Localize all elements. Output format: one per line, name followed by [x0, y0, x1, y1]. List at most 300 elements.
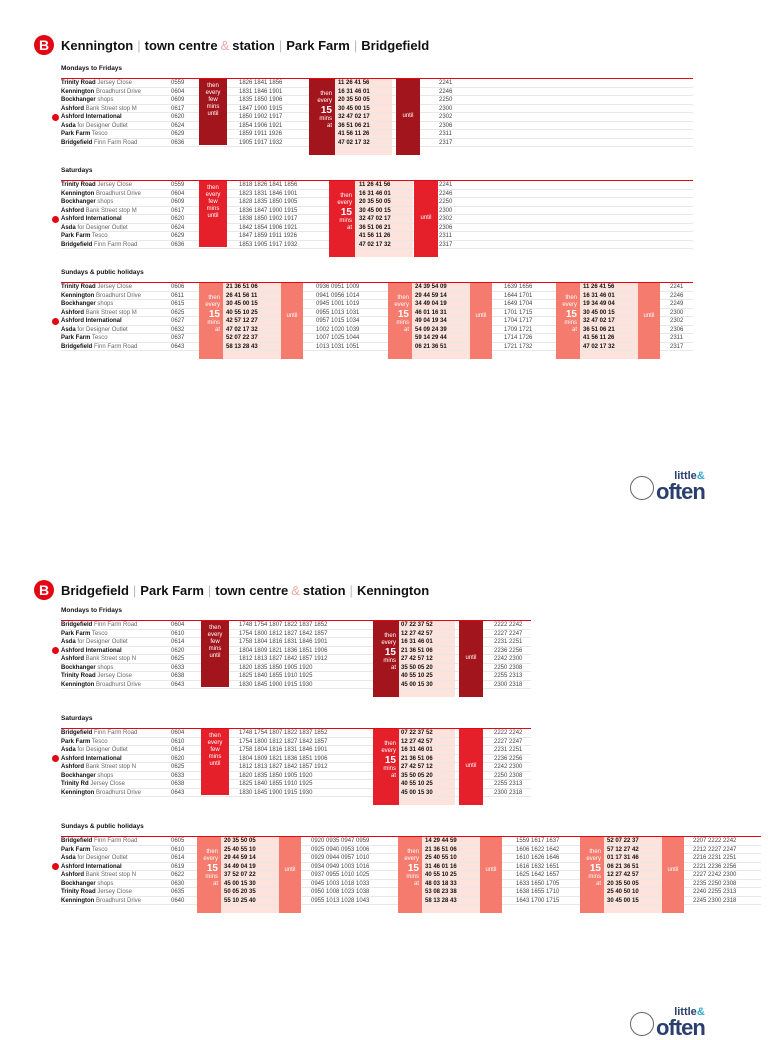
table-row	[61, 190, 693, 199]
day-label: Sundays & public holidays	[61, 823, 144, 830]
frequency-band	[199, 79, 227, 145]
stop-detail: for Designer Outlet	[77, 639, 128, 645]
stop-detail: Finn Farm Road	[94, 838, 138, 844]
minutes-cell: 36 51 06 21	[359, 224, 391, 231]
band-text: 15	[565, 309, 577, 320]
stop-name	[61, 105, 137, 113]
title-separator: |	[278, 37, 283, 53]
time-cell: 1013 1031 1051	[316, 343, 360, 350]
time-cell: 2300	[439, 207, 453, 214]
time-cell: 2231 2251	[494, 747, 523, 753]
time-cell: 1850 1902 1917	[239, 114, 283, 120]
stop-name	[61, 190, 141, 198]
title-segment: station	[302, 582, 346, 598]
time-cell: 2241	[439, 182, 453, 188]
stop-detail: Finn Farm Road	[94, 343, 138, 350]
stop-main: Park Farm	[61, 335, 91, 341]
minutes-cell: 32 47 02 17	[359, 216, 391, 222]
minutes-cell: 20 35 50 05	[359, 199, 391, 205]
minutes-cell: 47 02 17 32	[359, 241, 391, 248]
table-row	[61, 88, 693, 97]
stop-name	[61, 647, 122, 655]
band-text: then	[207, 83, 219, 89]
title-segment: Bridgefield	[61, 582, 129, 598]
time-cell: 0633	[171, 772, 185, 779]
time-cell: 0604	[171, 88, 185, 95]
time-cell: 2317	[439, 139, 453, 146]
time-cell: 1818 1826 1841 1856	[239, 182, 298, 188]
stop-name	[61, 888, 132, 896]
table-row	[61, 317, 693, 326]
time-cell: 2250 2308	[494, 664, 523, 671]
timetable	[61, 728, 531, 797]
stop-detail: Broadhurst Drive	[96, 789, 142, 796]
stop-main: Kennington	[61, 88, 95, 95]
stop-main: Kennington	[61, 681, 95, 688]
time-cell: 1831 1846 1901	[239, 88, 283, 95]
band-text: then	[384, 741, 396, 747]
minutes-cell: 55 10 25 40	[224, 897, 256, 904]
time-cell: 2311	[439, 131, 452, 137]
frequency-band	[279, 837, 301, 913]
time-cell: 1820 1835 1850 1905 1920	[239, 664, 313, 671]
time-cell: 0610	[171, 846, 185, 853]
time-cell: 0559	[171, 80, 185, 86]
band-text: 15	[384, 755, 396, 766]
minutes-cell: 07 22 37 52	[401, 622, 433, 628]
time-cell: 0950 1008 1023 1038	[311, 889, 370, 895]
minutes-cell: 29 44 59 14	[224, 855, 256, 861]
band-text: every	[317, 98, 332, 104]
band-text: every	[404, 856, 419, 862]
time-cell: 2236 2256	[494, 647, 523, 654]
minutes-cell: 07 22 37 52	[401, 730, 433, 736]
timetable	[61, 78, 693, 147]
stop-main: Asda	[61, 747, 76, 753]
frequency-band	[556, 283, 580, 359]
band-text: at	[413, 881, 419, 887]
time-cell: 2306	[670, 326, 684, 333]
time-cell: 1704 1717	[504, 318, 533, 324]
stop-detail: Finn Farm Road	[94, 139, 138, 146]
time-cell: 0955 1013 1028 1043	[311, 897, 370, 904]
stop-detail: shops	[97, 301, 114, 307]
route-title	[61, 583, 429, 598]
time-cell: 0617	[171, 105, 185, 112]
band-text: at	[390, 665, 396, 671]
band-text: every	[562, 302, 577, 308]
time-cell: 0936 0951 1009	[316, 284, 360, 290]
time-cell: 1853 1905 1917 1932	[239, 241, 298, 248]
time-cell: 0629	[171, 233, 185, 239]
time-cell: 1836 1847 1900 1915	[239, 207, 298, 214]
band-text: until	[284, 867, 296, 873]
table-row	[61, 105, 693, 114]
time-cell: 0604	[171, 622, 185, 628]
rail-station-icon	[52, 647, 59, 654]
stop-main: Asda	[61, 224, 76, 231]
frequency-band	[459, 729, 483, 805]
stop-detail: Tesco	[91, 738, 108, 745]
time-cell: 0920 0935 0947 0959	[311, 838, 370, 844]
band-text: every	[586, 856, 601, 862]
stop-name	[61, 309, 137, 317]
time-cell: 2246	[439, 190, 453, 197]
stop-name	[61, 326, 128, 334]
logo-amp: &	[696, 1006, 705, 1018]
stop-detail: for Designer Outlet	[77, 326, 128, 333]
time-cell: 1644 1701	[504, 292, 533, 299]
band-text: until	[485, 867, 497, 873]
time-cell: 0606	[171, 284, 185, 290]
stop-name	[61, 79, 132, 87]
time-cell: 1905 1917 1932	[239, 139, 283, 146]
stop-name	[61, 655, 136, 663]
stop-name	[61, 334, 108, 342]
frequency-band	[373, 621, 399, 697]
title-segment: Park Farm	[140, 582, 204, 598]
stop-name	[61, 96, 113, 104]
time-cell: 2221 2236 2256	[693, 863, 737, 870]
minutes-cell: 37 52 07 22	[224, 872, 256, 878]
timetable	[61, 836, 761, 905]
time-cell: 1820 1835 1850 1905 1920	[239, 772, 313, 779]
stop-detail: Bank Street stop M	[85, 207, 137, 214]
band-text: 15	[384, 647, 396, 658]
table-row	[61, 79, 693, 88]
stop-name	[61, 181, 132, 189]
stop-detail: Jersey Close	[90, 781, 126, 787]
stop-name	[61, 871, 136, 879]
band-text: mins	[206, 206, 220, 212]
minutes-cell: 58 13 28 43	[226, 343, 258, 350]
minutes-cell: 34 49 04 19	[224, 863, 256, 870]
minutes-cell: 40 55 10 25	[401, 673, 433, 679]
band-text: mins	[383, 658, 396, 664]
title-segment: town centre	[215, 582, 289, 598]
band-text: until	[286, 313, 298, 319]
time-cell: 0925 0940 0953 1006	[311, 846, 370, 853]
stop-main: Bridgefield	[61, 838, 93, 844]
stop-name	[61, 846, 108, 854]
time-cell: 2222 2242	[494, 730, 523, 736]
frequency-band	[459, 621, 483, 697]
stop-name	[61, 763, 136, 771]
band-text: every	[207, 632, 223, 638]
rail-station-icon	[52, 318, 59, 325]
time-cell: 0622	[171, 872, 185, 878]
day-label: Saturdays	[61, 715, 93, 722]
minutes-cell: 20 35 50 05	[224, 838, 256, 844]
stop-main: Bridgefield	[61, 343, 93, 350]
little-and-often-logo	[656, 470, 705, 502]
band-text: few	[210, 639, 220, 645]
time-cell: 1649 1704	[504, 301, 533, 307]
stop-main: Ashford	[61, 105, 84, 112]
band-text: until	[667, 867, 679, 873]
time-cell: 2222 2242	[494, 622, 523, 628]
table-row	[61, 224, 693, 233]
minutes-cell: 40 55 10 25	[425, 872, 457, 878]
stop-name	[61, 130, 108, 138]
stop-main: Ashford International	[61, 647, 122, 654]
time-cell: 1859 1911 1926	[239, 131, 282, 137]
stop-main: Bridgefield	[61, 139, 93, 146]
table-row	[61, 215, 693, 224]
time-cell: 1842 1854 1906 1921	[239, 224, 298, 231]
time-cell: 2227 2242 2300	[693, 872, 737, 878]
stop-main: Park Farm	[61, 738, 91, 745]
band-text: then	[207, 185, 219, 191]
title-separator: |	[349, 582, 353, 598]
stop-name	[61, 854, 128, 862]
minutes-cell: 06 21 36 51	[415, 343, 447, 350]
timetable	[61, 620, 531, 689]
band-text: then	[340, 193, 352, 199]
stop-detail: for Designer Outlet	[77, 747, 128, 753]
time-cell: 0610	[171, 738, 185, 745]
stop-name	[61, 317, 122, 325]
time-cell: 0619	[171, 863, 185, 870]
band-text: mins	[588, 874, 601, 880]
time-cell: 0637	[171, 335, 185, 341]
time-cell: 1643 1700 1715	[516, 897, 560, 904]
stop-main: Trinity Road	[61, 182, 96, 188]
frequency-band	[580, 837, 604, 913]
time-cell: 1804 1809 1821 1836 1851 1906	[239, 647, 328, 654]
title-segment: Kennington	[61, 37, 134, 53]
frequency-band	[201, 729, 229, 795]
table-row	[61, 241, 693, 250]
time-cell: 0636	[171, 241, 185, 248]
time-cell: 0614	[171, 855, 185, 861]
minutes-cell: 32 47 02 17	[583, 318, 615, 324]
stop-name	[61, 897, 141, 905]
stop-name	[61, 113, 122, 121]
day-label: Sundays & public holidays	[61, 269, 144, 276]
minutes-cell: 21 36 51 06	[401, 647, 433, 654]
stop-main: Park Farm	[61, 233, 91, 239]
minutes-cell: 47 02 17 32	[338, 139, 370, 146]
frequency-band	[480, 837, 502, 913]
minutes-cell: 16 31 46 01	[359, 190, 391, 197]
time-cell: 2246	[439, 88, 453, 95]
time-cell: 2255 2313	[494, 673, 523, 679]
table-row	[61, 292, 693, 301]
stop-main: Ashford International	[61, 318, 122, 324]
minutes-cell: 48 03 18 33	[425, 880, 457, 887]
rail-station-icon	[52, 755, 59, 762]
band-text: mins	[406, 874, 419, 880]
time-cell: 1007 1025 1044	[316, 335, 360, 341]
frequency-band	[638, 283, 660, 359]
time-cell: 2249	[670, 301, 684, 307]
stop-name	[61, 789, 141, 797]
time-cell: 0614	[171, 639, 185, 645]
time-cell: 2311	[439, 233, 452, 239]
band-text: until	[402, 113, 414, 119]
band-text: every	[337, 200, 352, 206]
time-cell: 0945 1001 1019	[316, 301, 360, 307]
band-text: every	[381, 640, 396, 646]
title-separator: |	[137, 37, 141, 53]
time-cell: 2306	[439, 122, 453, 129]
time-cell: 0604	[171, 730, 185, 736]
band-text: mins	[319, 116, 332, 122]
band-text: every	[205, 302, 220, 308]
time-cell: 1606 1622 1642	[516, 846, 560, 853]
rail-station-icon	[52, 114, 59, 121]
table-row	[61, 300, 693, 309]
band-text: until	[643, 313, 655, 319]
minutes-cell: 29 44 59 14	[415, 292, 447, 299]
stop-name	[61, 630, 108, 638]
stop-name	[61, 215, 122, 223]
stop-main: Ashford International	[61, 114, 122, 120]
time-cell: 1748 1754 1807 1822 1837 1852	[239, 622, 328, 628]
minutes-cell: 06 21 36 51	[607, 863, 639, 870]
band-text: every	[205, 192, 221, 198]
minutes-cell: 34 49 04 19	[415, 301, 447, 307]
band-text: every	[203, 856, 218, 862]
minutes-cell: 30 45 00 15	[359, 207, 391, 214]
time-cell: 0633	[171, 664, 185, 671]
time-cell: 0957 1015 1034	[316, 318, 360, 324]
band-text: until	[209, 761, 221, 767]
stop-detail: shops	[97, 97, 114, 103]
stop-name	[61, 207, 137, 215]
minutes-cell: 24 39 54 09	[415, 284, 447, 290]
time-cell: 1847 1859 1911 1926	[239, 233, 297, 239]
minutes-cell: 16 31 46 01	[401, 747, 433, 753]
time-cell: 0605	[171, 838, 185, 844]
table-row	[61, 113, 693, 122]
title-separator: |	[207, 582, 212, 598]
time-cell: 2246	[670, 292, 684, 299]
title-segment: &	[220, 37, 230, 53]
stop-detail: for Designer Outlet	[77, 224, 128, 231]
stop-detail: Jersey Close	[97, 284, 133, 290]
band-text: until	[209, 653, 221, 659]
time-cell: 0625	[171, 656, 185, 662]
band-text: 15	[407, 863, 419, 874]
time-cell: 2236 2256	[494, 755, 523, 762]
stop-main: Ashford	[61, 764, 84, 770]
stop-detail: shops	[97, 880, 114, 887]
table-row	[61, 198, 693, 207]
time-cell: 2302	[439, 114, 453, 120]
table-row	[61, 122, 693, 131]
minutes-cell: 47 02 17 32	[583, 343, 615, 350]
time-cell: 0643	[171, 343, 185, 350]
logo-swirl-icon	[630, 1012, 654, 1036]
time-cell: 0620	[171, 216, 185, 222]
band-text: until	[207, 213, 219, 219]
stop-main: Bridgefield	[61, 622, 93, 628]
band-text: at	[346, 225, 352, 231]
time-cell: 2255 2313	[494, 781, 523, 787]
band-text: mins	[339, 218, 352, 224]
stop-main: Ashford	[61, 309, 84, 316]
stop-detail: Tesco	[91, 335, 108, 341]
frequency-band	[470, 283, 492, 359]
minutes-cell: 59 14 29 44	[415, 335, 447, 341]
rail-station-icon	[52, 216, 59, 223]
band-text: until	[207, 111, 219, 117]
minutes-cell: 36 51 06 21	[583, 326, 615, 333]
minutes-cell: 41 56 11 26	[338, 131, 370, 137]
time-cell: 0635	[171, 889, 185, 895]
stop-name	[61, 88, 141, 96]
stop-name	[61, 241, 137, 249]
stop-detail: Finn Farm Road	[94, 241, 138, 248]
table-row	[61, 283, 693, 292]
table-row	[61, 326, 693, 335]
time-cell: 0620	[171, 755, 185, 762]
minutes-cell: 45 00 15 30	[401, 789, 433, 796]
time-cell: 0941 0956 1014	[316, 292, 360, 299]
band-text: then	[209, 733, 221, 739]
band-text: mins	[383, 766, 396, 772]
stop-name	[61, 139, 137, 147]
day-label: Mondays to Fridays	[61, 607, 123, 614]
stop-name	[61, 621, 137, 629]
time-cell: 1754 1800 1812 1827 1842 1857	[239, 738, 328, 745]
band-text: then	[384, 633, 396, 639]
band-text: then	[209, 625, 221, 631]
minutes-cell: 11 26 41 56	[583, 284, 615, 290]
time-cell: 0643	[171, 789, 185, 796]
time-cell: 2317	[670, 343, 684, 350]
time-cell: 0638	[171, 673, 185, 679]
minutes-cell: 11 26 41 56	[338, 80, 370, 86]
time-cell: 0929 0944 0957 1010	[311, 855, 370, 861]
route-title	[61, 38, 429, 53]
time-cell: 2250	[439, 97, 453, 103]
time-cell: 1812 1813 1827 1842 1857 1912	[239, 656, 328, 662]
stop-detail: Bank Street stop N	[85, 764, 137, 770]
time-cell: 2300	[670, 309, 684, 316]
stop-detail: Broadhurst Drive	[96, 88, 142, 95]
time-cell: 1714 1726	[504, 335, 533, 341]
stop-main: Kennington	[61, 292, 95, 299]
minutes-cell: 16 31 46 01	[401, 639, 433, 645]
time-cell: 0624	[171, 224, 185, 231]
route-header	[34, 580, 429, 600]
time-cell: 2300	[439, 105, 453, 112]
stop-main: Ashford International	[61, 863, 122, 870]
band-text: at	[390, 773, 396, 779]
time-cell: 0559	[171, 182, 185, 188]
minutes-cell: 27 42 57 12	[401, 764, 433, 770]
time-cell: 0617	[171, 207, 185, 214]
stop-main: Bockhanger	[61, 301, 96, 307]
frequency-band	[662, 837, 684, 913]
minutes-cell: 01 17 31 46	[607, 855, 639, 861]
minutes-cell: 57 12 27 42	[607, 846, 639, 853]
minutes-cell: 46 01 16 31	[415, 309, 447, 316]
minutes-cell: 31 46 01 16	[425, 863, 457, 870]
stop-main: Bridgefield	[61, 730, 93, 736]
stop-detail: Bank Street stop M	[85, 309, 137, 316]
time-cell: 1610 1626 1646	[516, 855, 560, 861]
minutes-cell: 25 40 55 10	[224, 846, 256, 853]
stop-name	[61, 780, 125, 788]
time-cell: 0609	[171, 199, 185, 205]
stop-detail: Jersey Close	[97, 80, 133, 86]
stop-name	[61, 755, 122, 763]
stop-detail: shops	[97, 664, 114, 671]
